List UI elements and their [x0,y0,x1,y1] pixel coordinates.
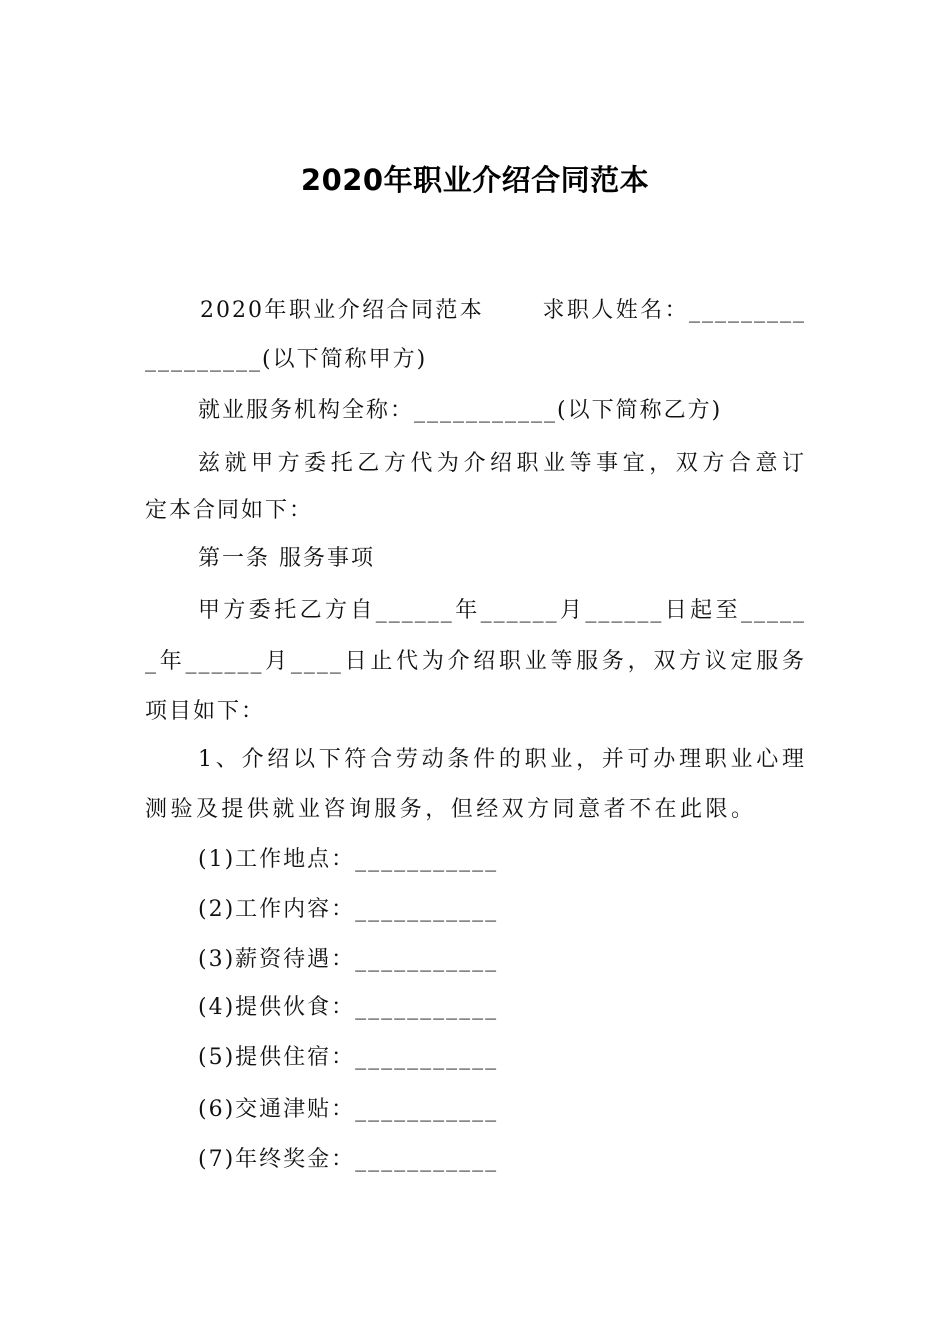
list-item-meals: (4)提供伙食：___________ [198,995,499,1020]
list-item-year-end-bonus: (7)年终奖金：___________ [198,1147,499,1172]
document-title: 2020年职业介绍合同范本 [300,163,650,197]
list-item-salary: (3)薪资待遇：___________ [198,947,499,972]
list-item-work-location: (1)工作地点：___________ [198,847,499,872]
paragraph-line-1: 2020年职业介绍合同范本 求职人姓名：_________ [200,298,806,323]
paragraph-line-7: 甲方委托乙方自______年______月______日起至_____ [198,598,806,623]
list-item-accommodation: (5)提供住宿：___________ [198,1045,499,1070]
paragraph-line-5: 定本合同如下： [145,498,314,523]
list-item-work-content: (2)工作内容：___________ [198,897,499,922]
paragraph-line-10: 1、介绍以下符合劳动条件的职业，并可办理职业心理 [198,747,806,772]
paragraph-line-9: 项目如下： [145,699,266,724]
list-item-transport-allowance: (6)交通津贴：___________ [198,1097,499,1122]
paragraph-line-8: _年______月____日止代为介绍职业等服务，双方议定服务 [145,649,806,674]
paragraph-line-11: 测验及提供就业咨询服务，但经双方同意者不在此限。 [145,797,755,822]
paragraph-line-4: 兹就甲方委托乙方代为介绍职业等事宜，双方合意订 [198,451,806,476]
paragraph-line-2: _________(以下简称甲方) [145,347,428,372]
paragraph-line-3: 就业服务机构全称：___________(以下简称乙方) [198,398,723,423]
section-heading-article-1: 第一条 服务事项 [198,546,375,571]
